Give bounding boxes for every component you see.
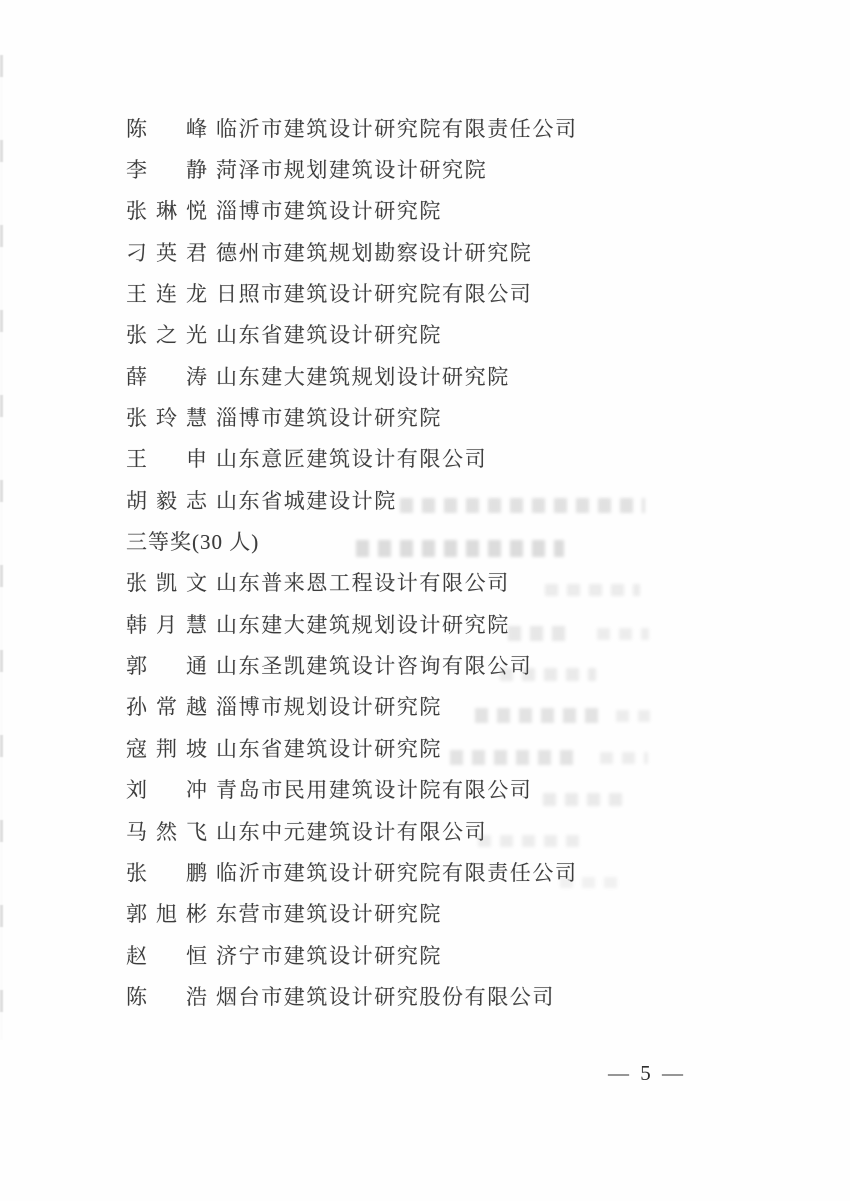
winner-organization: 淄博市规划设计研究院 [216, 695, 442, 720]
winner-name: 薛 涛 [126, 364, 207, 389]
winner-name: 孙 常 越 [126, 695, 207, 720]
winner-organization: 东营市建筑设计研究院 [216, 902, 442, 927]
bleedthrough-artifact [475, 708, 607, 723]
winner-organization: 山东意匠建筑设计有限公司 [216, 447, 488, 472]
winner-name: 王 连 龙 [126, 282, 207, 307]
award-entry-row [126, 438, 578, 479]
winner-organization: 临沂市建筑设计研究院有限责任公司 [216, 860, 578, 885]
bleedthrough-artifact [545, 584, 640, 596]
award-winner-list [126, 107, 578, 1017]
winner-organization: 山东省城建设计院 [216, 488, 397, 513]
winner-organization: 山东普来恩工程设计有限公司 [216, 571, 510, 596]
award-entry-row [126, 148, 578, 189]
award-entry-row [126, 314, 578, 355]
page-number: — 5 — [608, 1061, 686, 1085]
winner-name: 张 凯 文 [126, 571, 207, 596]
winner-organization: 菏泽市规划建筑设计研究院 [216, 158, 488, 183]
bleedthrough-artifact [478, 835, 580, 847]
winner-organization: 淄博市建筑设计研究院 [216, 199, 442, 224]
winner-organization: 临沂市建筑设计研究院有限责任公司 [216, 116, 578, 141]
scan-edge-artifact [0, 55, 3, 1040]
bleedthrough-artifact [356, 540, 564, 557]
bleedthrough-artifact [508, 626, 574, 641]
award-entry-row [126, 272, 578, 313]
bleedthrough-artifact [500, 668, 596, 681]
winner-organization: 山东省建筑设计研究院 [216, 323, 442, 348]
winner-name: 张 玲 慧 [126, 406, 207, 431]
award-entry-row [126, 355, 578, 396]
winner-organization: 烟台市建筑设计研究股份有限公司 [216, 984, 555, 1009]
winner-name: 刘 冲 [126, 778, 207, 803]
winner-organization: 山东省建筑设计研究院 [216, 736, 442, 761]
bleedthrough-artifact [597, 628, 649, 640]
award-entry-row [126, 562, 578, 603]
award-entry-row [126, 231, 578, 272]
winner-name: 李 静 [126, 158, 207, 183]
bleedthrough-artifact [543, 793, 629, 806]
winner-organization: 青岛市民用建筑设计院有限公司 [216, 778, 533, 803]
winner-name: 马 然 飞 [126, 819, 207, 844]
winner-organization: 淄博市建筑设计研究院 [216, 406, 442, 431]
winner-name: 张 鹏 [126, 860, 207, 885]
award-entry-row [126, 934, 578, 975]
bleedthrough-artifact [616, 710, 650, 722]
bleedthrough-artifact [600, 752, 648, 764]
winner-name: 郭 通 [126, 654, 207, 679]
winner-organization: 德州市建筑规划勘察设计研究院 [216, 240, 533, 265]
winner-name: 郭 旭 彬 [126, 902, 207, 927]
winner-name: 韩 月 慧 [126, 612, 207, 637]
award-entry-row [126, 893, 578, 934]
award-entry-row [126, 396, 578, 437]
award-entry-row [126, 851, 578, 892]
winner-organization: 济宁市建筑设计研究院 [216, 943, 442, 968]
winner-name: 刁 英 君 [126, 240, 207, 265]
winner-name: 陈 浩 [126, 984, 207, 1009]
winner-organization: 山东圣凯建筑设计咨询有限公司 [216, 654, 533, 679]
bleedthrough-artifact [560, 877, 620, 888]
winner-name: 王 申 [126, 447, 207, 472]
award-entry-row [126, 107, 578, 148]
winner-organization: 山东中元建筑设计有限公司 [216, 819, 488, 844]
winner-organization: 山东建大建筑规划设计研究院 [216, 364, 510, 389]
winner-name: 张 琳 悦 [126, 199, 207, 224]
winner-organization: 日照市建筑设计研究院有限公司 [216, 282, 533, 307]
award-entry-row [126, 190, 578, 231]
winner-name: 张 之 光 [126, 323, 207, 348]
third-prize-section-header: 三等奖(30 人) [126, 530, 260, 555]
winner-name: 赵 恒 [126, 943, 207, 968]
winner-name: 胡 毅 志 [126, 488, 207, 513]
bleedthrough-artifact [450, 750, 576, 765]
bleedthrough-artifact [400, 498, 645, 513]
award-entry-row [126, 975, 578, 1016]
winner-name: 寇 荆 坡 [126, 736, 207, 761]
winner-organization: 山东建大建筑规划设计研究院 [216, 612, 510, 637]
award-entry-row [126, 769, 578, 810]
winner-name: 陈 峰 [126, 116, 207, 141]
